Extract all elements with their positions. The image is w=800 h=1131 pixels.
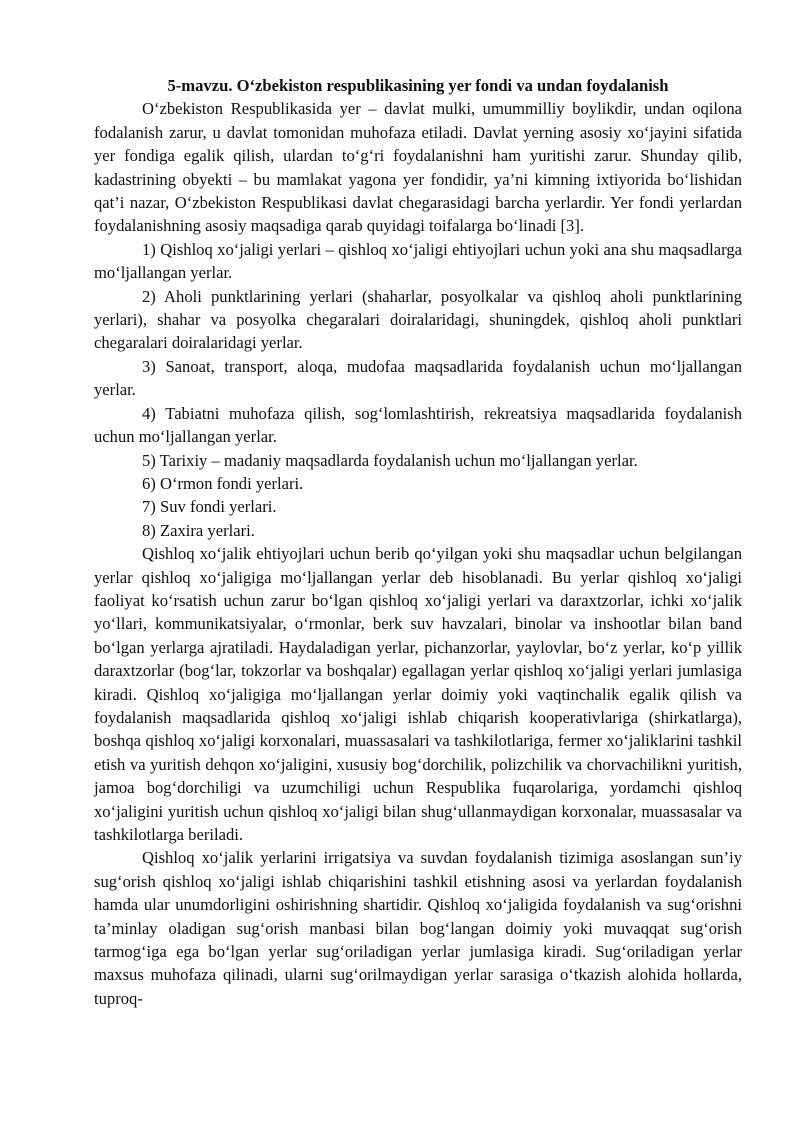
document-title: 5-mavzu. O‘zbekiston respublikasining yer fondi va undan foydalanish [167,76,669,95]
paragraph-irrigation: Qishloq xo‘jalik yerlarini irrigatsiya va suvdan foydalanish tizimiga asoslangan sun’iy sug‘orish qishloq xo‘jaligi ishlab chiqarishini tashkil etishning asosi va yerlardan foydalanish hamda ular unumdorligini oshirishning shartidir. Qishloq xo‘jaligida foydalanish va sug‘orishni ta’minlay oladigan sug‘orish manbasi bilan bog‘langan doimiy yoki muvaqqat sug‘orish tarmog‘iga ega bo‘lgan yerlar sug‘oriladigan yerlar jumlasiga kiradi. Sug‘oriladigan yerlar maxsus muhofaza qilinadi, ularni sug‘orilmaydigan yerlar sarasiga o‘tkazish alohida hollarda, tuproq- [94,848,742,1008]
list-item-2: 2) Aholi punktlarining yerlari (shaharlar, posyolkalar va qishloq aholi punktlarining yerlari), shahar va posyolka chegaralari doiralaridagi, shuningdek, qishloq aholi punktlari chegaralari doiralaridagi yerlar. [94,286,742,353]
list-item-1: 1) Qishloq xo‘jaligi yerlari – qishloq xo‘jaligi ehtiyojlari uchun yoki ana shu maqsadlarga mo‘ljallangan yerlar. [94,239,742,283]
list-item-4: 4) Tabiatni muhofaza qilish, sog‘lomlashtirish, rekreatsiya maqsadlarida foydalanish uchun mo‘ljallangan yerlar. [94,403,742,447]
list-item-6: 6) O‘rmon fondi yerlari. [142,473,304,493]
paragraph-agricultural-lands: Qishloq xo‘jalik ehtiyojlari uchun berib qo‘yilgan yoki shu maqsadlar uchun belgilangan yerlar qishloq xo‘jaligiga mo‘ljallangan yerlar deb hisoblanadi. Bu yerlar qishloq xo‘jaligi faoliyat ko‘rsatish uchun zarur bo‘lgan qishloq xo‘jaligi yerlari va daraxtzorlar, ichki xo‘jalik yo‘llari, kommunikatsiyalar, o‘rmonlar, berk suv havzalari, binolar va inshootlar bilan band bo‘lgan yerlarga ajratiladi. Haydaladigan yerlar, pichanzorlar, yaylovlar, bo‘z yerlar, ko‘p yillik daraxtzorlar (bog‘lar, tokzorlar va boshqalar) egallagan yerlar qishloq xo‘jaligi yerlari jumlasiga kiradi. Qishloq xo‘jaligiga mo‘ljallangan yerlar doimiy yoki vaqtinchalik egalik qilish va foydalanish maqsadlarida qishloq xo‘jaligi ishlab chiqarish kooperativlariga (shirkatlarga), boshqa qishloq xo‘jaligi korxonalari, muassasalari va tashkilotlariga, fermer xo‘jaliklarini tashkil etish va yuritish dehqon xo‘jaligini, xususiy bog‘dorchilik, polizchilik va chorvachilikni yuritish, jamoa bog‘dorchiligi va uzumchiligi uchun Respublika fuqarolariga, yordamchi qishloq xo‘jaligini yuritish uchun qishloq xo‘jaligi bilan shug‘ullanmaydigan korxonalar, muassasalar va tashkilotlarga beriladi. [94,544,742,844]
list-item-5: 5) Tarixiy – madaniy maqsadlarda foydalanish uchun mo‘ljallangan yerlar. [142,450,638,470]
paragraph-intro: O‘zbekiston Respublikasida yer – davlat mulki, umummilliy boylikdir, undan oqilona fodalanish zarur, u davlat tomonidan muhofaza etiladi. Davlat yerning asosiy xo‘jayini sifatida yer fondiga egalik qilish, ulardan to‘g‘ri foydalanishni ham yuritishi zarur. Shunday qilib, kadastrining obyekti – bu mamlakat yagona yer fondidir, ya’ni kimning ixtiyorida bo‘lishidan qat’i nazar, O‘zbekiston Respublikasi davlat chegarasidagi barcha yerlardir. Yer fondi yerlardan foydalanishning asosiy maqsadiga qarab quyidagi toifalarga bo‘linadi [3]. [94,99,742,236]
list-item-8: 8) Zaxira yerlari. [142,520,255,540]
list-item-7: 7) Suv fondi yerlari. [142,497,277,517]
document-page [94,74,742,1010]
list-item-3: 3) Sanoat, transport, aloqa, mudofaa maqsadlarida foydalanish uchun mo‘ljallangan yerlar. [94,356,742,400]
